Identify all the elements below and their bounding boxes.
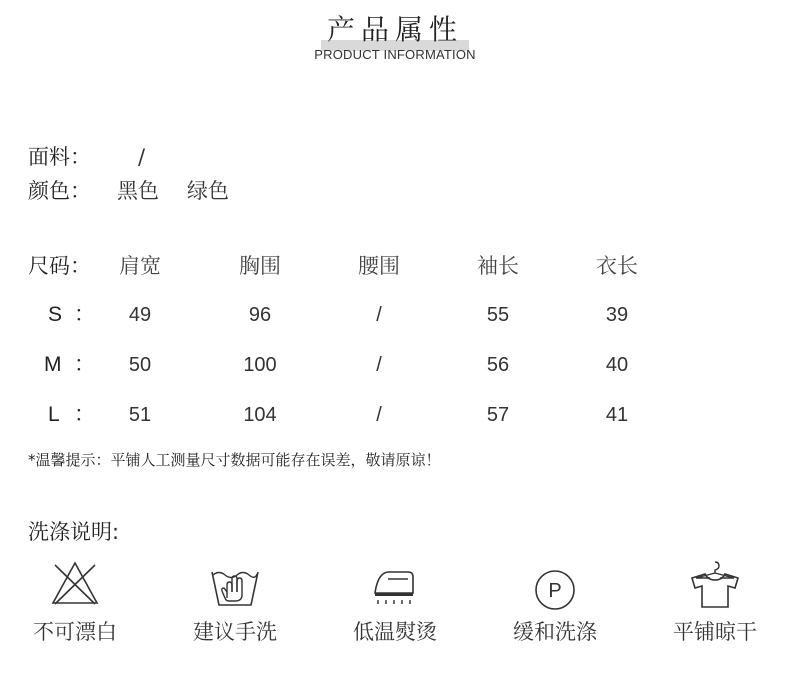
cell-m-waist: / [376,354,382,376]
care-label-no-bleach: 不可漂白 [33,620,117,644]
cell-m-sleeve: 56 [486,354,510,376]
care-label-gentle-wash: 缓和洗涤 [513,620,597,644]
gentle-dry-clean-icon [534,569,576,611]
row-size-m: M [44,353,62,376]
cell-m-shoulder: 50 [128,354,152,376]
cell-l-chest: 104 [243,404,277,426]
color-value-black: 黑色 [117,179,159,203]
page-title-wrap [323,10,467,50]
hand-wash-icon [210,565,260,609]
care-title: 洗涤说明: [28,520,120,544]
cell-l-length: 41 [605,404,629,426]
section-header [0,10,790,50]
measurement-note: *温馨提示：平铺人工测量尺寸数据可能存在误差，敬请原谅！ [28,451,441,469]
care-label-hand-wash: 建议手洗 [193,620,277,644]
cell-m-length: 40 [605,354,629,376]
care-label-low-iron: 低温熨烫 [353,620,437,644]
col-header-length: 衣长 [596,254,638,278]
cell-s-shoulder: 49 [128,304,152,326]
size-label: 尺码： [28,254,91,278]
fabric-value: / [138,145,146,169]
page-subtitle: PRODUCT INFORMATION [314,47,476,62]
cell-s-sleeve: 55 [486,304,510,326]
cell-l-sleeve: 57 [486,404,510,426]
col-header-sleeve: 袖长 [477,254,519,278]
cell-m-chest: 100 [243,354,277,376]
color-label: 颜色： [28,179,91,203]
cell-s-length: 39 [605,304,629,326]
col-header-waist: 腰围 [358,254,400,278]
color-value-green: 绿色 [187,179,229,203]
low-iron-icon [371,563,417,609]
page-title: 产品属性 [326,13,463,46]
no-bleach-icon [50,560,100,606]
row-size-l: L [48,403,60,426]
dry-clean-p-glyph: P [548,580,562,602]
flat-dry-icon [690,560,740,610]
col-header-shoulder: 肩宽 [119,254,161,278]
row-sep-s: ： [74,303,95,326]
row-sep-l: ： [74,403,95,426]
cell-l-waist: / [376,404,382,426]
row-sep-m: ： [74,353,95,376]
cell-l-shoulder: 51 [128,404,152,426]
row-size-s: S [48,303,63,326]
cell-s-waist: / [376,304,382,326]
col-header-chest: 胸围 [239,254,281,278]
fabric-label: 面料： [28,145,91,169]
care-label-flat-dry: 平铺晾干 [673,620,757,644]
cell-s-chest: 96 [248,304,272,326]
